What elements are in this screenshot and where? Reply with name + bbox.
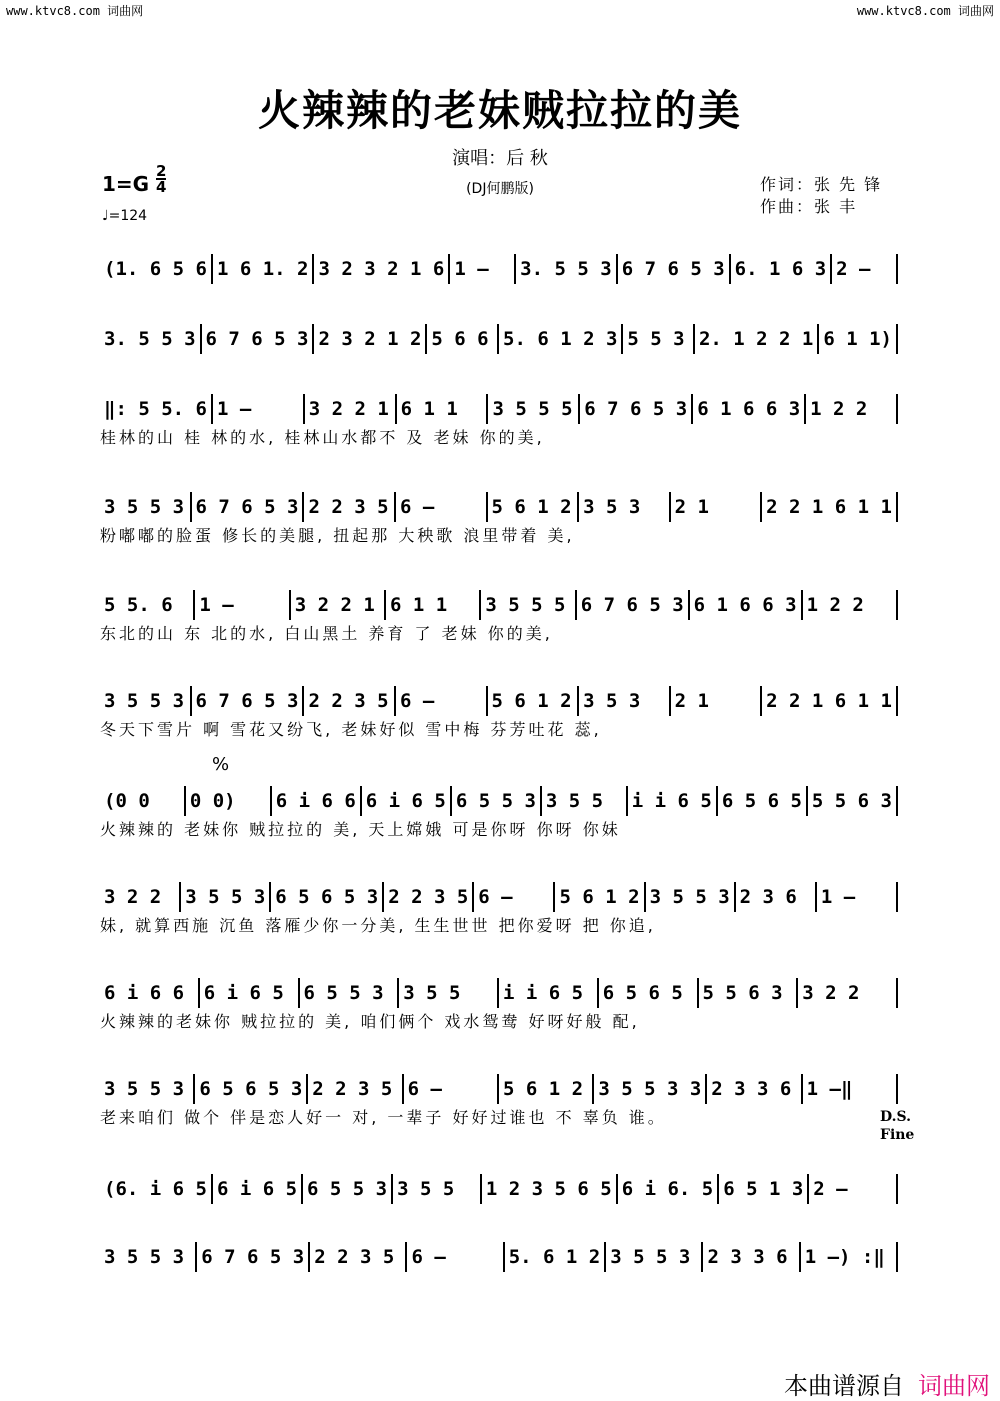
notes-row xyxy=(100,1240,898,1274)
measure: 3 5 5 xyxy=(542,786,628,816)
measure: 6 i 6 5 xyxy=(213,1174,303,1204)
measure: 3 5 5 3 xyxy=(100,686,192,716)
measure: 5 6 1 2 xyxy=(555,882,645,912)
measure: 2. 1 2 2 1 xyxy=(695,324,819,354)
measure: 3. 5 5 3 xyxy=(516,254,618,284)
measure: 6 1 1 xyxy=(397,394,489,424)
measure: 5 6 1 2 xyxy=(488,686,580,716)
measure: 1 –‖ xyxy=(803,1074,898,1104)
measure: 6 5 5 3 xyxy=(303,1174,393,1204)
lyrics-line xyxy=(100,356,898,380)
measure: 2 3 6 xyxy=(736,882,817,912)
measure: 3 2 2 1 xyxy=(305,394,397,424)
lyrics-line: 妹, 就算西施 沉鱼 落雁少你一分美, 生生世世 把你爱呀 把 你追, xyxy=(100,916,656,935)
measure: 6 7 6 5 3 xyxy=(618,254,731,284)
footer-text: 本曲谱源自 xyxy=(784,1372,904,1400)
measure: 3 5 5 3 xyxy=(100,1074,195,1104)
measure: 2 3 3 6 xyxy=(707,1074,802,1104)
measure: 2 – xyxy=(832,254,898,284)
measure: 1 – xyxy=(195,590,290,620)
staff-line xyxy=(100,1072,898,1130)
measure: 6 – xyxy=(474,882,555,912)
measure: 5 6 6 xyxy=(427,324,499,354)
measure: 3 5 5 3 xyxy=(100,1242,197,1272)
staff-line xyxy=(100,976,898,1034)
measure: 6 i 6 5 xyxy=(362,786,452,816)
staff-line xyxy=(100,1240,898,1298)
notes-row xyxy=(100,684,898,718)
measure: 5 5 3 xyxy=(623,324,695,354)
measure: 0 0) xyxy=(186,786,272,816)
measure: 1 2 3 5 6 5 xyxy=(482,1174,618,1204)
staff-line xyxy=(100,880,898,938)
measure: 6 7 6 5 3 xyxy=(577,590,690,620)
measure: 6. 1 6 3 xyxy=(731,254,833,284)
measure: 2 2 3 5 xyxy=(304,492,396,522)
measure: 6 5 5 3 xyxy=(452,786,542,816)
measure: 6 5 6 5 3 xyxy=(195,1074,308,1104)
watermark-left: www.ktvc8.com 词曲网 xyxy=(6,4,144,18)
lyrics-line xyxy=(100,286,898,310)
measure: 2 2 3 5 xyxy=(304,686,396,716)
notes-row xyxy=(100,588,898,622)
lyrics-line: 桂林的山 桂 林的水, 桂林山水都不 及 老妹 你的美, xyxy=(100,428,545,447)
song-title: 火辣辣的老妹贼拉拉的美 xyxy=(257,86,742,135)
measure: 2 2 3 5 xyxy=(310,1242,407,1272)
measure: 6 5 1 3 xyxy=(719,1174,809,1204)
measure: i i 6 5 xyxy=(499,978,599,1008)
key-signature: 1=G xyxy=(102,172,150,196)
time-signature-bottom: 4 xyxy=(156,178,167,196)
measure: 1 2 2 xyxy=(806,394,898,424)
staff-line xyxy=(100,392,898,450)
measure: 6 1 1 xyxy=(386,590,481,620)
measure: 6 – xyxy=(407,1242,504,1272)
measure: 6 i 6. 5 xyxy=(618,1174,720,1204)
measure: 2 1 xyxy=(671,492,763,522)
tempo-mark: ♩=124 xyxy=(102,208,148,224)
measure: 3 2 2 xyxy=(100,882,181,912)
segno-sign: % xyxy=(212,754,230,775)
measure: 2 3 2 1 2 xyxy=(314,324,427,354)
staff-line xyxy=(100,684,898,742)
footer-brand: 词曲网 xyxy=(918,1372,990,1400)
measure: ‖: 5 5. 6 xyxy=(100,394,213,424)
measure: 6 5 5 3 xyxy=(300,978,400,1008)
watermark-right: www.ktvc8.com 词曲网 xyxy=(856,4,994,18)
measure: 6 5 6 5 xyxy=(718,786,808,816)
notes-row xyxy=(100,784,898,818)
measure: 6 7 6 5 3 xyxy=(197,1242,310,1272)
lyrics-line xyxy=(100,1274,898,1298)
version-label: (DJ何鹏版) xyxy=(466,181,534,197)
measure: 5 5 6 3 xyxy=(808,786,898,816)
measure: 1 2 2 xyxy=(803,590,898,620)
measure: 3 5 5 xyxy=(393,1174,482,1204)
measure: 6 7 6 5 3 xyxy=(192,686,305,716)
lyrics-line: 东北的山 东 北的水, 白山黑土 养育 了 老妹 你的美, xyxy=(100,624,553,643)
lyricist-credit: 作词：张 先 锋 xyxy=(760,175,883,194)
measure: 6 1 1) xyxy=(819,324,898,354)
measure: (6. i 6 5 xyxy=(100,1174,213,1204)
measure: 3 5 5 5 xyxy=(488,394,580,424)
notes-row xyxy=(100,976,898,1010)
measure: 5 5. 6 xyxy=(100,590,195,620)
notes-row xyxy=(100,1172,898,1206)
measure: 2 2 3 5 xyxy=(308,1074,403,1104)
lyrics-line: 火辣辣的老妹你 贼拉拉的 美, 咱们俩个 戏水鸳鸯 好呀好般 配, xyxy=(100,1012,640,1031)
footer-source xyxy=(784,1366,990,1401)
measure: 3 2 2 1 xyxy=(291,590,386,620)
measure: 1 6 1. 2 xyxy=(213,254,315,284)
measure: 6 1 6 6 3 xyxy=(693,394,806,424)
notes-row xyxy=(100,392,898,426)
measure: i i 6 5 xyxy=(628,786,718,816)
measure: (0 0 xyxy=(100,786,186,816)
measure: 3 5 3 xyxy=(579,492,671,522)
time-signature-top: 2 xyxy=(156,162,167,180)
staff-line xyxy=(100,490,898,548)
measure: 1 – xyxy=(450,254,516,284)
measure: 3 5 5 3 3 xyxy=(594,1074,707,1104)
measure: 3. 5 5 3 xyxy=(100,324,202,354)
lyrics-line xyxy=(100,1206,898,1230)
measure: 6 – xyxy=(404,1074,499,1104)
measure: 1 – xyxy=(213,394,305,424)
measure: 5 6 1 2 xyxy=(488,492,580,522)
composer-credit: 作曲：张 丰 xyxy=(760,197,858,216)
ds-label: D.S. xyxy=(880,1109,912,1125)
measure: 3 2 2 xyxy=(798,978,898,1008)
lyrics-line: 冬天下雪片 啊 雪花又纷飞, 老妹好似 雪中梅 芬芳吐花 蕊, xyxy=(100,720,602,739)
notes-row xyxy=(100,322,898,356)
measure: 6 i 6 5 xyxy=(200,978,300,1008)
measure: 6 5 6 5 xyxy=(599,978,699,1008)
staff-line xyxy=(100,784,898,842)
notes-row xyxy=(100,490,898,524)
measure: 2 2 3 5 xyxy=(384,882,474,912)
measure: 3 5 5 5 xyxy=(481,590,576,620)
notes-row xyxy=(100,1072,898,1106)
measure: 3 5 5 3 xyxy=(100,492,192,522)
measure: 5 6 1 2 xyxy=(499,1074,594,1104)
measure: 3 5 3 xyxy=(579,686,671,716)
measure: 1 –) :‖ xyxy=(801,1242,898,1272)
staff-line xyxy=(100,1172,898,1230)
lyrics-line: 粉嘟嘟的脸蛋 修长的美腿, 扭起那 大秧歌 浪里带着 美, xyxy=(100,526,575,545)
singer-credit: 演唱：后 秋 xyxy=(452,148,548,169)
measure: 6 7 6 5 3 xyxy=(580,394,693,424)
staff-line xyxy=(100,252,898,310)
notes-row xyxy=(100,252,898,286)
measure: 6 – xyxy=(396,492,488,522)
measure: 6 7 6 5 3 xyxy=(192,492,305,522)
measure: 3 2 3 2 1 6 xyxy=(314,254,450,284)
notes-row xyxy=(100,880,898,914)
measure: 6 7 6 5 3 xyxy=(202,324,315,354)
measure: 2 1 xyxy=(671,686,763,716)
measure: 6 1 6 6 3 xyxy=(690,590,803,620)
measure: 1 – xyxy=(817,882,898,912)
measure: 5. 6 1 2 3 xyxy=(499,324,623,354)
measure: 6 i 6 6 xyxy=(100,978,200,1008)
staff-line xyxy=(100,322,898,380)
measure: 5 5 6 3 xyxy=(699,978,799,1008)
measure: (1. 6 5 6 xyxy=(100,254,213,284)
ds-fine-mark xyxy=(880,1108,914,1144)
measure: 6 i 6 6 xyxy=(272,786,362,816)
measure: 2 2 1 6 1 1 xyxy=(762,492,898,522)
measure: 2 2 1 6 1 1 xyxy=(762,686,898,716)
staff-line xyxy=(100,588,898,646)
measure: 3 5 5 3 xyxy=(606,1242,703,1272)
lyrics-line: 老来咱们 做个 伴是恋人好一 对, 一辈子 好好过谁也 不 辜负 谁。 xyxy=(100,1108,667,1127)
measure: 5. 6 1 2 xyxy=(505,1242,607,1272)
measure: 3 5 5 3 xyxy=(646,882,736,912)
measure: 6 – xyxy=(396,686,488,716)
measure: 6 5 6 5 3 xyxy=(271,882,384,912)
measure: 2 3 3 6 xyxy=(703,1242,800,1272)
measure: 2 – xyxy=(809,1174,898,1204)
measure: 3 5 5 3 xyxy=(181,882,271,912)
lyrics-line: 火辣辣的 老妹你 贼拉拉的 美, 天上嫦娥 可是你呀 你呀 你妹 xyxy=(100,820,621,839)
measure: 3 5 5 xyxy=(399,978,499,1008)
fine-label: Fine xyxy=(880,1127,915,1143)
